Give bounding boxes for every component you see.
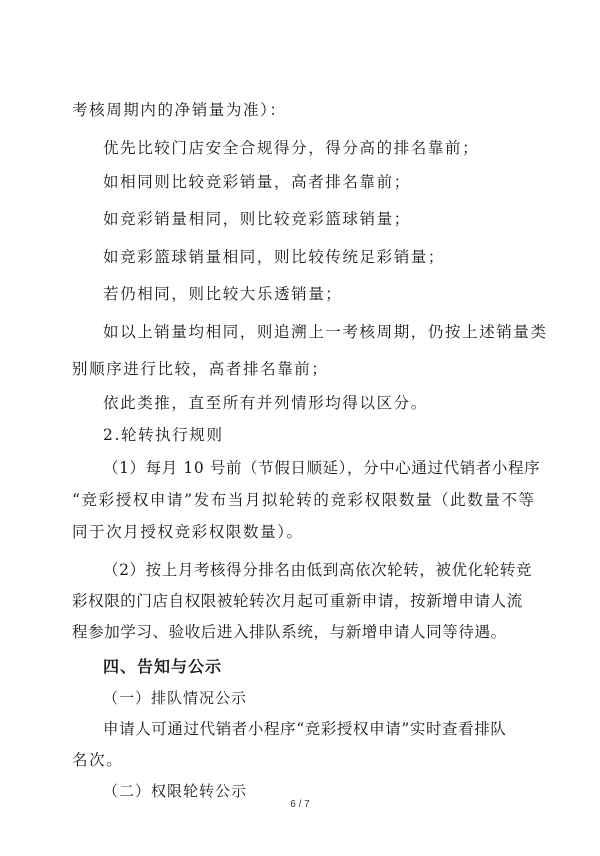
body-line: 别顺序进行比较，高者排名靠前； (72, 359, 329, 378)
body-line: 如以上销量均相同，则追溯上一考核周期，仍按上述销量类 (103, 322, 548, 341)
body-line: 如相同则比较竞彩销量，高者排名靠前； (103, 172, 411, 191)
body-line: （2）按上月考核得分排名由低到高依次轮转，被优化轮转竞 (103, 560, 533, 579)
body-line: 如竞彩篮球销量相同，则比较传统足彩销量； (103, 247, 446, 266)
body-line: 若仍相同，则比较大乐透销量； (103, 284, 343, 303)
body-line: 彩权限的门店自权限被轮转次月起可重新申请，按新增申请人流 (72, 591, 523, 610)
body-line: 优先比较门店安全合规得分，得分高的排名靠前； (103, 138, 480, 157)
body-line: 如竞彩销量相同，则比较竞彩篮球销量； (103, 209, 411, 228)
page-number: 6 / 7 (290, 799, 310, 810)
body-line: 名次。 (72, 750, 124, 769)
body-line: （1）每月 10 号前（节假日顺延），分中心通过代销者小程序 (103, 458, 541, 477)
section-subheading: 2.轮转执行规则 (103, 425, 224, 444)
body-line: “竞彩授权申请”发布当月拟轮转的竞彩权限数量（此数量不等 (72, 490, 536, 509)
subsection-heading: （二）权限轮转公示 (103, 782, 248, 800)
body-line: 依此类推，直至所有并列情形均得以区分。 (103, 393, 428, 412)
subsection-heading: （一）排队情况公示 (103, 689, 248, 707)
body-line: 考核周期内的净销量为准）： (72, 100, 287, 119)
body-line: 程参加学习、验收后进入排队系统，与新增申请人同等待遇。 (72, 622, 507, 641)
section-heading: 四、告知与公示 (103, 657, 223, 676)
body-line: 同于次月授权竞彩权限数量）。 (72, 522, 304, 541)
body-line: 申请人可通过代销者小程序“竞彩授权申请”实时查看排队 (103, 719, 507, 738)
